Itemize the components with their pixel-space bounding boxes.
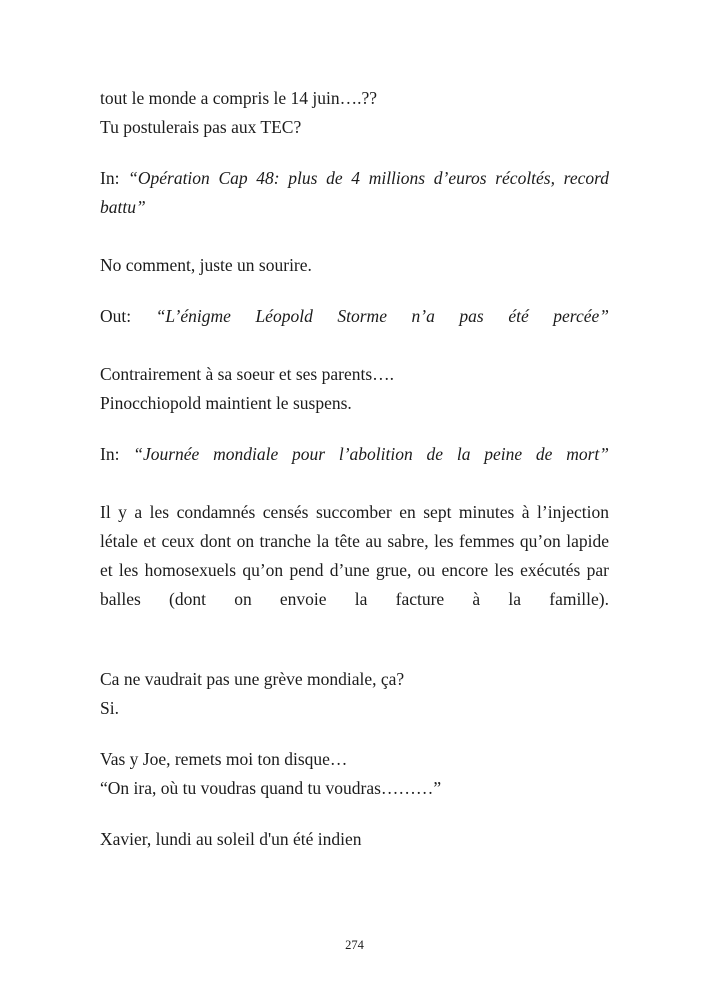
quoted-headline-line bbox=[100, 440, 609, 498]
quoted-headline-line bbox=[100, 164, 609, 251]
paragraph bbox=[100, 745, 609, 803]
quote-label: In: bbox=[100, 168, 120, 188]
text-line: Contrairement à sa soeur et ses parents…. bbox=[100, 364, 395, 384]
text-paragraph: Il y a les condamnés censés succomber en sept minutes à l’injection létale et ceux dont on tranche la tête au sabre, les femmes qu’on lapide et les homosexuels qu’on pend d’une grue, ou encore les exécutés par balles (dont on envoie la facture à la famille). bbox=[100, 502, 609, 609]
quote-text: “Journée mondiale pour l’abolition de la peine de mort” bbox=[133, 444, 609, 464]
paragraph bbox=[100, 84, 609, 142]
quote-label: Out: bbox=[100, 306, 132, 326]
text-line: Vas y Joe, remets moi ton disque… bbox=[100, 749, 348, 769]
text-line: Xavier, lundi au soleil d'un été indien bbox=[100, 829, 362, 849]
page-number: 274 bbox=[345, 938, 364, 952]
text-line: “On ira, où tu voudras quand tu voudras………” bbox=[100, 778, 442, 798]
paragraph bbox=[100, 164, 609, 280]
text-line: No comment, juste un sourire. bbox=[100, 255, 312, 275]
paragraph bbox=[100, 302, 609, 418]
text-line: tout le monde a compris le 14 juin….?? bbox=[100, 88, 378, 108]
paragraph bbox=[100, 665, 609, 723]
paragraph bbox=[100, 440, 609, 643]
text-line: Ca ne vaudrait pas une grève mondiale, ça? bbox=[100, 669, 405, 689]
page-content bbox=[100, 84, 609, 854]
text-line: Si. bbox=[100, 698, 119, 718]
quote-label: In: bbox=[100, 444, 120, 464]
paragraph bbox=[100, 825, 609, 854]
text-line: Pinocchiopold maintient le suspens. bbox=[100, 393, 352, 413]
quote-text: “L’énigme Léopold Storme n’a pas été percée” bbox=[155, 306, 609, 326]
quote-text: “Opération Cap 48: plus de 4 millions d’euros récoltés, record battu” bbox=[100, 168, 610, 217]
text-line: Tu postulerais pas aux TEC? bbox=[100, 117, 302, 137]
quoted-headline-line bbox=[100, 302, 609, 360]
